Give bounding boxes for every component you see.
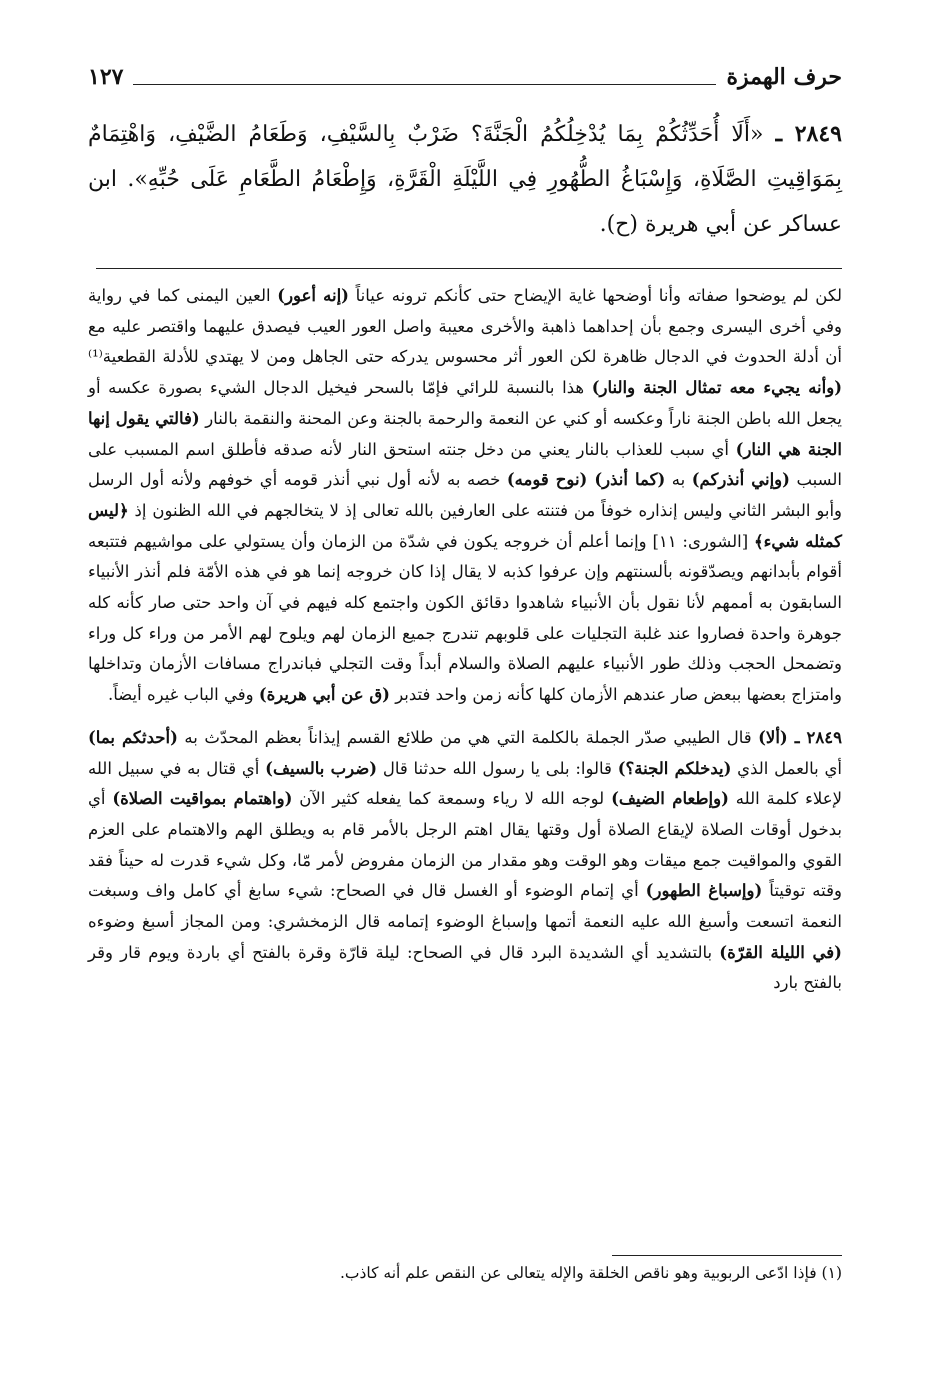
hadith-text	[88, 112, 842, 247]
commentary-text: خصه به لأنه أول نبي أنذر قومه أي خوفهم ولأنه أول الرسل وأبو البشر الثاني وليس إنذاره خوفاً من فتنته على العارفين بالله تعالى إذ لا يتخالجهم في الله الظنون إذ	[88, 470, 842, 520]
quoted-matn: (وإني أنذركم)	[691, 470, 790, 490]
quoted-matn: ٢٨٤٩ ـ (ألا)	[758, 727, 842, 747]
commentary-text: العين اليمنى كما في رواية وفي أخرى اليسرى وجمع بأن إحداهما ذاهبة والأخرى معيبة واصل العور العيب فيصدق عليهما واقتصر عليه مع أن أدلة الحدوث في الدجال ظاهرة لكن العور أثر محسوس يدركه حتى الجاهل ومن لا يهتدي للأدلة القطعية⁽¹⁾	[88, 286, 842, 367]
quoted-matn: ﴿ليس كمثله شيء﴾	[88, 500, 842, 551]
commentary-text: به	[665, 470, 692, 490]
quoted-matn: (في الليلة القرّة)	[719, 942, 842, 962]
hadith-number: ٢٨٤٩ ـ	[775, 121, 842, 147]
quoted-matn: (واهتمام بمواقيت الصلاة)	[112, 789, 293, 809]
commentary-text: بالتشديد أي الشديدة البرد قال في الصحاح: ليلة قارّة وقرة بالفتح أي باردة ويوم قار وقر بالفتح بارد	[88, 942, 842, 993]
quoted-matn: (فالتي يقول إنها الجنة هي النار)	[88, 408, 842, 459]
quoted-matn: (وإسباغ الطهور)	[645, 881, 763, 901]
commentary-text: أي قتال به في سبيل الله لإعلاء كلمة الله	[88, 758, 842, 809]
commentary-text: قال الطيبي صدّر الجملة بالكلمة التي هي من طلائع القسم إيذاناً بعظم المحدّث به	[177, 727, 759, 747]
text-divider	[96, 268, 842, 269]
commentary	[88, 281, 842, 999]
quoted-matn: (وأنه يجيء معه تمثال الجنة والنار)	[591, 378, 843, 398]
commentary-text: لوجه الله لا رياء وسمعة كما يفعله كثير الآن	[292, 789, 612, 809]
commentary-text: [الشورى: ١١] وإنما أعلم أن خروجه يكون في شدّة من الزمان وأن يستولي على مواشيهم فتتبعه أقوام بأبدانهم ويصدّقونه بألسنتهم وإن عرفوا كذبه لا يقال إذا كان خروجه إنما هو في هذه الأمّة فلم أنذر الأنبياء السابقون به أممهم لأنا نقول بأن الأنبياء شاهدوا دقائق الكون واجتمع كله فيهم في آن واحد حتى صار كأنه كله جوهرة واحدة فصاروا عند غلبة التجليات على قلوبهم تندرج جميع الزمان لهم ويلوح لهم الأمر من وراء كل وراء وتضمحل الحجب وذلك طور الأنبياء عليهم الصلاة والسلام أبداً وقت التجلي فباندراج مسافات الأزمان وتداخلها وامتزاج بعضها ببعض صار عندهم الأزمان كلها كأنه زمن واحد فتدبر	[88, 531, 842, 705]
page-number: ١٢٧	[88, 64, 124, 90]
commentary-text: أي سبب للعذاب بالنار يعني من دخل جنته استحق النار لأنه صدقه فأطلق اسم المسبب على السبب	[88, 439, 842, 490]
quoted-matn: (يدخلكم الجنة؟)	[617, 758, 732, 778]
commentary-paragraph	[88, 723, 842, 999]
quoted-matn: (كما أنذر) (نوح قومه)	[506, 470, 666, 490]
commentary-text: أي بالعمل الذي	[731, 758, 842, 778]
footnote-divider	[612, 1255, 842, 1256]
commentary-text: أي إتمام الوضوء أو الغسل قال في الصحاح: شيء سابغ أي كامل واف وسبغت النعمة اتسعت وأسبغ الله عليه النعمة أتمها وإسباغ الوضوء إتمامه قال الزمخشري: ومن المجاز أسبغ وضوءه	[88, 881, 842, 932]
header-rule	[133, 84, 716, 85]
chapter-title: حرف الهمزة	[726, 64, 842, 90]
quoted-matn: (إنه أعور)	[277, 286, 349, 305]
quoted-matn: (ضرب بالسيف)	[265, 758, 378, 778]
commentary-text: وفي الباب غيره أيضاً.	[107, 685, 259, 705]
quoted-matn: (وإطعام الضيف)	[611, 789, 729, 809]
commentary-paragraph	[88, 281, 842, 711]
footnote: (١) فإذا ادّعى الربوبية وهو ناقص الخلقة والإله يتعالى عن النقص علم أنه كاذب.	[339, 1264, 842, 1282]
hadith-body: «أَلَا أُحَدِّثُكُمْ بِمَا يُدْخِلُكُمُ الْجَنَّةَ؟ ضَرْبٌ بِالسَّيْفِ، وَطَعَامُ الضَّيْفِ، وَاهْتِمَامٌ بِمَوَاقِيتِ الصَّلَاةِ، وَإِسْبَاغُ الطُّهُورِ فِي اللَّيْلَةِ الْقَرَّةِ، وَإِطْعَامُ الطَّعَامِ عَلَى حُبِّهِ». ابن عساكر عن أبي هريرة (ح).	[88, 122, 842, 237]
quoted-matn: (ق عن أبي هريرة)	[258, 685, 390, 705]
commentary-text: قالوا: بلى يا رسول الله حدثنا قال	[377, 758, 618, 778]
commentary-text: لكن لم يوضحوا صفاته وأنا أوضحها غاية الإيضاح حتى كأنكم ترونه عياناً	[348, 286, 842, 305]
running-header	[88, 60, 842, 90]
commentary-text: أي بدخول أوقات الصلاة لإيقاع الصلاة أول وقتها يقال اهتم الرجل بالأمر قام به ويطلق الهم والاهتمام على العزم القوي والمواقيت جمع ميقات وهو الوقت وهو مقدار من الزمان مفروض لأمر مّا، وكل شيء قدرت له حيناً فقد وقته توقيتاً	[88, 789, 842, 901]
commentary-text: هذا بالنسبة للرائي فإمّا بالسحر فيخيل الدجال الشيء بصورة عكسه أو يجعل الله باطن الجنة ناراً وعكسه أو كني عن النعمة والرحمة بالجنة وعن المحنة والنقمة بالنار	[88, 378, 842, 428]
quoted-matn: (أحدثكم بما)	[88, 727, 178, 747]
